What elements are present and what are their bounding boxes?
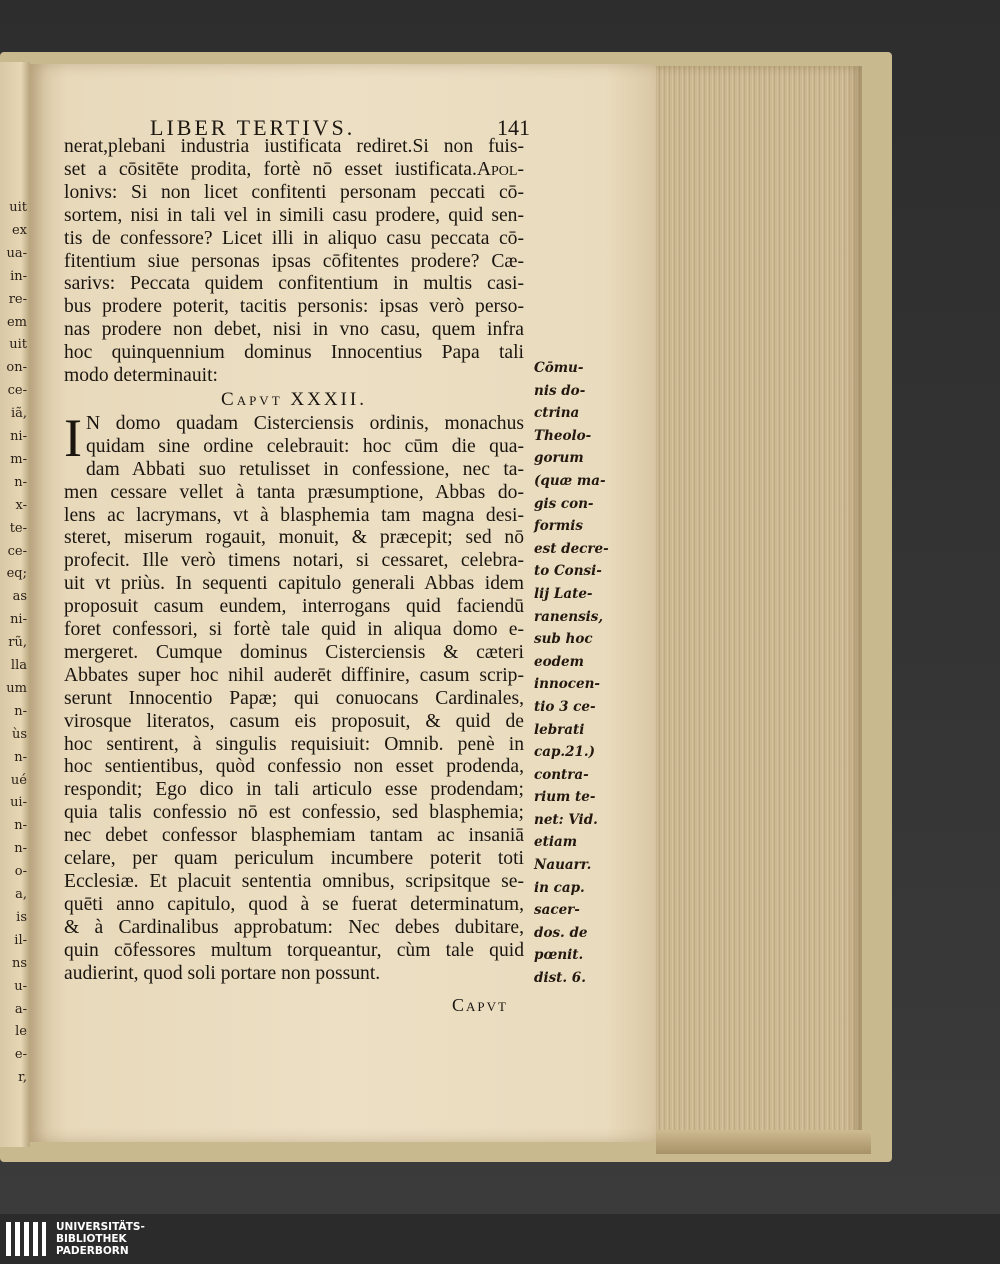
left-page-fragment: ce- [7,383,27,399]
text-line: N domo quadam Cisterciensis ordinis, monachus [85,412,524,434]
margin-note-line: lij Late- [534,585,593,602]
text-line: dam Abbati suo retulisset in confessione, nec ta- [85,458,524,480]
left-page-fragment: ué [10,772,27,788]
text-line: men cessare vellet à tanta præsumptione, Abbas do- [64,481,524,503]
left-page-fragment: ce- [7,543,27,559]
left-page-fragment: um [6,680,27,696]
left-page-fragment: r, [18,1070,27,1086]
text-line: foret confessori, si fortè tale quid in aliqua domo e- [64,619,524,641]
left-page-fragment: as [12,589,27,605]
left-page-fragment: iã, [10,406,27,422]
left-page-fragment: ni- [10,429,27,444]
left-page-fragment: ùs [11,726,27,742]
text-line: audierint, quod soli portare non possunt. [64,962,381,984]
left-page-fragment: n- [14,841,27,857]
margin-note-line: etiam [534,834,577,851]
text-line: proposuit casum eundem, interrogans quid faciendū [64,596,524,618]
left-page-fragment: e- [14,1047,27,1063]
text-line: nec debet confessor blasphemiam tantam ac insaniā [64,825,524,847]
text-line: hoc sentientibus, quòd confessio non esset prodenda, [64,756,524,778]
margin-note-line: (quæ ma- [534,472,606,489]
left-page-fragment: il- [14,932,27,948]
left-page-fragment: u- [14,978,27,994]
text-line: sortem, nisi in tali vel in simili casu prodere, quid sen- [64,204,524,226]
margin-note-line: eodem [534,653,584,670]
text-line: Ecclesiæ. Et placuit sententia omnibus, scripsitque se- [64,871,524,892]
text-line: sarivs: Peccata quidem confitentium in multis casi- [64,273,524,295]
text-line: & à Cardinalibus approbatum: Nec debes dubitare, [64,916,524,938]
margin-note-line: ctrina [534,405,580,422]
margin-note-line: tio 3 ce- [534,698,596,715]
left-page-fragment: ns [11,955,27,971]
left-page-fragment: lla [10,658,27,673]
text-line: hoc sentirent, à singulis requisiuit: Omnib. penè in [64,733,524,755]
page-number: 141 [497,115,530,140]
margin-note-line: Cōmu- [534,360,584,376]
margin-note-line: Theolo- [534,427,592,444]
margin-note-line: lebrati [534,721,585,738]
left-page-fragment: a, [15,887,27,902]
text-line: nas prodere non debet, nisi in vno casu, quem infra [64,319,524,341]
left-facing-page [0,62,30,1147]
margin-note-line: gis con- [534,495,594,512]
margin-note-line: contra- [534,766,589,783]
left-page-fragment: eq; [6,566,27,582]
margin-note-line: nis do- [534,382,586,399]
left-page-fragment: em [6,314,27,330]
text-line: set a cōsitēte prodita, fortè nō esset iustificata.Apol- [64,158,524,180]
margin-note-line: est decre- [534,540,609,557]
text-line: virosque literatos, casum eis proposuit, & quid de [64,710,524,732]
body-text [64,136,524,986]
margin-note-line: in cap. [534,879,585,896]
text-line: fitentium siue personas ipsas cōfitentes prodere? Cæ- [64,250,524,272]
text-line: respondit; Ego dico in tali articulo esse prodendam; [64,779,524,801]
left-page-fragment: ui- [10,795,27,811]
margin-note-line: net: Vid. [534,811,598,828]
left-page-fragment: re- [8,291,27,307]
left-page-fragment: uit [9,337,27,353]
text-line: serunt Innocentio Papæ; qui conuocans Cardinales, [64,687,524,709]
left-page-fragment: n- [14,474,27,490]
left-page-fragment: le [15,1024,27,1040]
text-line: profecit. Ille verò timens notari, si cessaret, celebra- [64,550,524,572]
left-page-fragment: n- [14,818,27,834]
text-line: uit vt priùs. In sequenti capitulo generali Abbas idem [64,573,524,595]
text-line: lonivs: Si non licet confitenti personam peccati cō- [64,181,524,203]
left-page-fragment: is [16,909,27,925]
margin-note-line: rium te- [534,789,596,806]
left-page-fragment: on- [6,360,27,376]
margin-note [534,357,620,990]
margin-note-line: to Consi- [534,563,602,580]
left-page-fragment: o- [14,864,27,880]
left-page-fragment: uit [9,200,27,215]
margin-note-line: dos. de [534,924,588,941]
text-line: modo determinauit: [64,365,218,387]
text-line: quidam sine ordine celebrauit: hoc cūm die qua- [85,435,524,457]
text-line: quia talis confessio nō est confessio, sed blasphemia; [64,802,524,824]
running-head-title: LIBER TERTIVS. [150,115,356,140]
left-page-fragment: ua- [6,245,27,261]
library-logo-text: UNIVERSITÄTS- BIBLIOTHEK PADERBORN [56,1221,145,1257]
margin-note-line: sub hoc [534,631,593,648]
margin-note-line: sacer- [534,902,580,919]
left-page-fragment: a- [14,1001,27,1017]
text-line: hoc quinquennium dominus Innocentius Papa tali [64,342,524,364]
left-page-fragment: in- [10,268,27,284]
left-page-fragment: n- [14,749,27,765]
text-line: tis de confessore? Licet illi in aliquo casu peccata cō- [64,227,524,249]
left-page-fragment: x- [15,497,27,513]
margin-note-line: ranensis, [534,608,604,625]
margin-note-line: dist. 6. [534,970,586,987]
paragraph-chapter [64,407,524,986]
margin-note-line: pœnit. [534,947,584,964]
text-line: steret, miserum rogauit, monuit, & præcepit; sed nō [64,527,524,549]
margin-note-line: innocen- [534,676,600,693]
left-page-fragment: n- [14,703,27,719]
text-line: mergeret. Cumque dominus Cisterciensis & cæteri [64,641,524,663]
text-line: lens ac lacrymans, vt à blasphemia tam magna desi- [64,504,524,526]
text-line: Abbates super hoc nihil auderēt diffinire, casum scrip- [64,664,524,686]
left-page-fragment: te- [9,520,27,536]
left-page-fragment: ni- [10,612,27,628]
chapter-heading: Capvt XXXII. [221,388,367,410]
text-line: bus prodere poterit, tacitis personis: ipsas verò perso- [64,296,524,318]
margin-note-line: cap.21.) [534,744,595,761]
text-line: celare, per quam periculum incumbere poterit toti [64,848,524,870]
margin-note-line: Nauarr. [534,857,592,874]
text-line: quin cōfessores multum torqueantur, cùm tale quid [64,939,524,961]
drop-cap: I [64,407,82,468]
page-edges-bottom [656,1130,871,1154]
library-footer [0,1214,1000,1264]
page-edges [656,66,862,1140]
margin-note-line: gorum [534,450,584,467]
speaker-name: Apol- [476,158,524,180]
left-page-fragment: m- [10,451,27,467]
paragraph-dialogue [64,136,524,388]
text-line: nerat,plebani industria iustificata rediret.Si non fuis- [64,136,524,157]
library-logo-icon [6,1222,48,1256]
left-page-fragment: ex [11,222,27,238]
catchword: Capvt [452,995,508,1015]
margin-note-line: formis [534,518,583,535]
text-line: quēti anno capitulo, quod à se fuerat determinatum, [64,893,524,915]
left-page-fragment: rũ, [8,635,27,651]
